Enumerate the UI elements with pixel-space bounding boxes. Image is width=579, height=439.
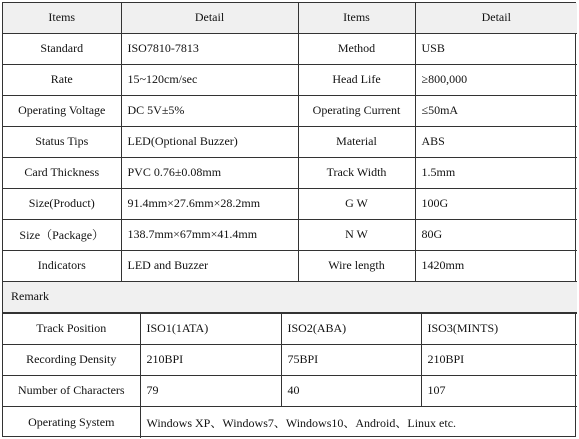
remark-value: 107 [421, 375, 577, 406]
remark-data-row [3, 344, 577, 375]
os-row [3, 406, 577, 438]
spec-value: ABS [415, 126, 577, 157]
spec-value: ISO7810-7813 [121, 33, 298, 64]
spec-key: Status Tips [3, 126, 121, 157]
header-items-2: Items [298, 3, 415, 33]
spec-key: Operating Current [298, 95, 415, 126]
spec-key: Size(Product) [3, 188, 121, 219]
spec-value: LED(Optional Buzzer) [121, 126, 298, 157]
remark-key: Number of Characters [3, 375, 140, 406]
remark-value: 40 [281, 375, 421, 406]
remark-value: 210BPI [140, 344, 281, 375]
spec-value: DC 5V±5% [121, 95, 298, 126]
spec-sheet [2, 2, 576, 437]
spec-key: Method [298, 33, 415, 64]
remark-value: 210BPI [421, 344, 577, 375]
header-items-1: Items [3, 3, 121, 33]
spec-value: ≤50mA [415, 95, 577, 126]
header-detail-1: Detail [121, 3, 298, 33]
spec-value: 1420mm [415, 250, 577, 281]
spec-key: Operating Voltage [3, 95, 121, 126]
remark-value: ISO3(MINTS) [421, 313, 577, 344]
remark-value: ISO1(1ATA) [140, 313, 281, 344]
remark-value: 75BPI [281, 344, 421, 375]
spec-value: 15~120cm/sec [121, 64, 298, 95]
os-value: Windows XP、Windows7、Windows10、Android、Linux etc. [140, 406, 577, 438]
spec-value: ≥800,000 [415, 64, 577, 95]
spec-value: 91.4mm×27.6mm×28.2mm [121, 188, 298, 219]
spec-value: PVC 0.76±0.08mm [121, 157, 298, 188]
spec-row [3, 95, 577, 126]
spec-value: 138.7mm×67mm×41.4mm [121, 219, 298, 250]
remark-table [3, 313, 577, 439]
remark-label: Remark [3, 281, 577, 312]
spec-key: Material [298, 126, 415, 157]
spec-value: USB [415, 33, 577, 64]
spec-header-row [3, 3, 577, 33]
spec-row [3, 33, 577, 64]
header-detail-2: Detail [415, 3, 577, 33]
spec-table [3, 3, 577, 313]
spec-value: 100G [415, 188, 577, 219]
spec-value: 80G [415, 219, 577, 250]
spec-row [3, 219, 577, 250]
remark-data-row [3, 313, 577, 344]
remark-key: Track Position [3, 313, 140, 344]
spec-key: Standard [3, 33, 121, 64]
remark-row [3, 281, 577, 312]
spec-key: Track Width [298, 157, 415, 188]
spec-row [3, 250, 577, 281]
remark-value: ISO2(ABA) [281, 313, 421, 344]
spec-key: G W [298, 188, 415, 219]
spec-key: Size（Package） [3, 219, 121, 250]
spec-row [3, 64, 577, 95]
spec-key: Indicators [3, 250, 121, 281]
spec-key: Head Life [298, 64, 415, 95]
remark-key: Recording Density [3, 344, 140, 375]
spec-key: Card Thickness [3, 157, 121, 188]
os-key: Operating System [3, 406, 140, 438]
spec-key: N W [298, 219, 415, 250]
spec-key: Rate [3, 64, 121, 95]
remark-data-row [3, 375, 577, 406]
spec-value: 1.5mm [415, 157, 577, 188]
spec-key: Wire length [298, 250, 415, 281]
spec-row [3, 126, 577, 157]
spec-value: LED and Buzzer [121, 250, 298, 281]
spec-row [3, 157, 577, 188]
remark-value: 79 [140, 375, 281, 406]
spec-row [3, 188, 577, 219]
